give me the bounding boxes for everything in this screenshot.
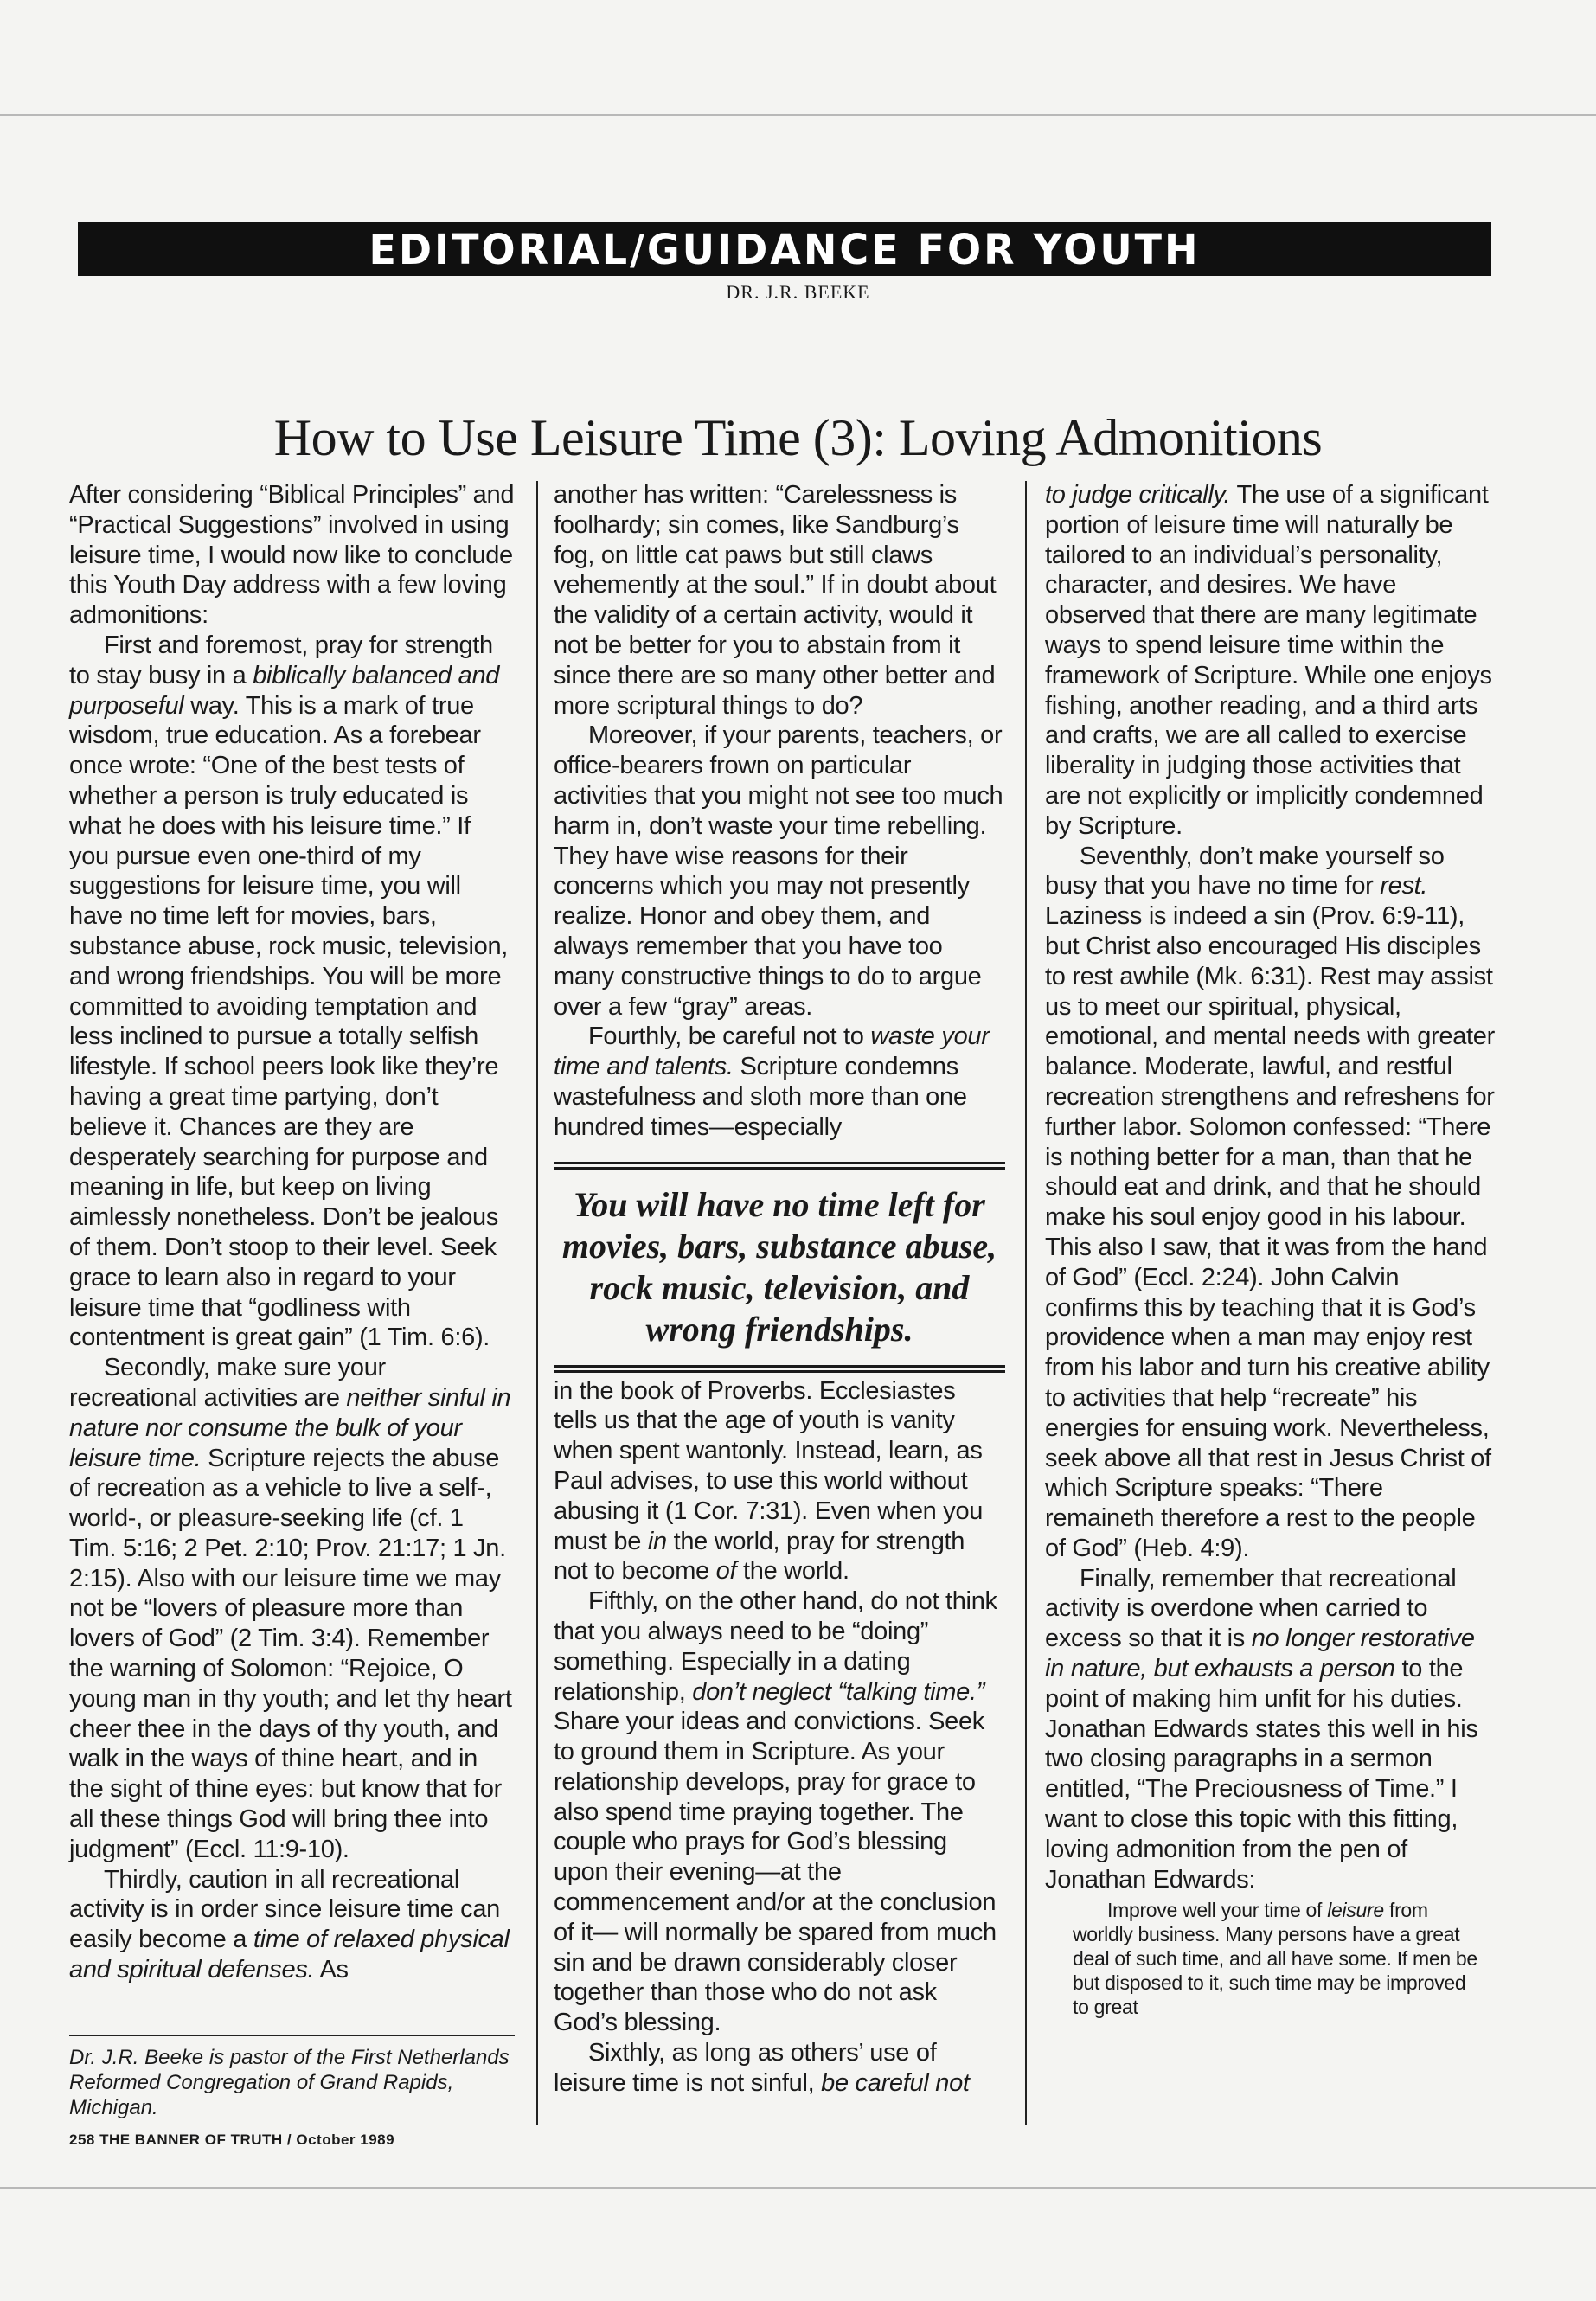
paragraph: First and foremost, pray for strength to stay busy in a biblically balanced and purposeful way. This is a mark of true wisdom, true education. As a forebear once wrote: “One of the best tests of whether a person is truly educated is what he does with his leisure time.” If you pursue even one-third of my suggestions for leisure time, you will have no time left for movies, bars, substance abuse, rock music, television, and wrong friendships. You will be more committed to avoiding temptation and less inclined to pursue a totally selfish lifestyle. If school peers look like they’re having a great time partying, don’t believe it. Chances are they are desperately searching for purpose and meaning in life, but keep on living aimlessly nonetheless. Don’t be jealous of them. Don’t stoop to their level. Seek grace to learn also in regard to your leisure time that “godliness with contentment is great gain” (1 Tim. 6:6). [69, 631, 509, 1352]
column-divider [1025, 481, 1027, 2125]
pull-quote [554, 1159, 1005, 1375]
page-bottom-rule [0, 2187, 1596, 2189]
page-footer: 258 THE BANNER OF TRUTH / October 1989 [69, 2131, 395, 2148]
pull-quote-rule [554, 1162, 1005, 1164]
author-bio: Dr. J.R. Beeke is pastor of the First Netherlands Reformed Congregation of Grand Rapids, Michigan. [69, 2046, 510, 2119]
article-title: How to Use Leisure Time (3): Loving Admonitions [273, 409, 1323, 466]
banner-title: EDITORIAL/GUIDANCE FOR YOUTH [369, 224, 1201, 274]
paragraph: Secondly, make sure your recreational activities are neither sinful in nature nor consume the bulk of your leisure time. Scripture rejects the abuse of recreation as a vehicle to live a self-, world-, or pleasure-seeking life (cf. 1 Tim. 5:16; 2 Pet. 2:10; Prov. 21:17; 1 Jn. 2:15). Also with our leisure time we may not be “lovers of pleasure more than lovers of God” (2 Tim. 3:4). Remember the warning of Solomon: “Rejoice, O young man in thy youth; and let thy heart cheer thee in the days of thy youth, and walk in the ways of thine heart, and in the sight of thine eyes: but know that for all these things God will bring thee into judgment” (Eccl. 11:9-10). [69, 1354, 512, 1863]
column-1 [69, 480, 515, 1985]
paragraph: Finally, remember that recreational activity is overdone when carried to excess so that it is no longer restorative in nature, but exhausts a person to the point of making him unfit for his duties. Jonathan Edwards states this well in his two closing paragraphs in a sermon entitled, “The Preciousness of Time.” I want to close this topic with this fitting, loving admonition from the pen of Jonathan Edwards: [1045, 1564, 1478, 1894]
paragraph: Thirdly, caution in all recreational activity is in order since leisure time can easily become a time of relaxed physical and spiritual defenses. As [69, 1865, 510, 1984]
pull-quote-rule [554, 1365, 1005, 1368]
paragraph: After considering “Biblical Principles” and “Practical Suggestions” involved in using leisure time, I would now like to conclude this Youth Day address with a few loving admonitions: [69, 481, 515, 630]
section-banner [78, 222, 1491, 276]
author-byline: DR. J.R. BEEKE [726, 281, 870, 303]
paragraph: in the book of Proverbs. Ecclesiastes tells us that the age of youth is vanity when spent wantonly. Instead, learn, as Paul advises, to use this world without abusing it (1 Cor. 7:31). Even when you must be in the world, pray for strength not to become of the world. [554, 1376, 984, 1586]
pull-quote-text: You will have no time left for movies, bars, substance abuse, rock music, television, and wrong friendships. [561, 1185, 997, 1349]
paragraph: to judge critically. The use of a significant portion of leisure time will naturally be tailored to an individual’s personality, character, and desires. We have observed that there are many legitimate ways to spend leisure time within the framework of Scripture. While one enjoys fishing, another reading, and a third arts and crafts, we are all called to exercise liberality in judging those activities that are not explicitly or implicitly condemned by Scripture. [1045, 481, 1492, 840]
paragraph: Fourthly, be careful not to waste your time and talents. Scripture condemns wastefulness and sloth more than one hundred times—especially [554, 1022, 990, 1141]
paragraph: another has written: “Carelessness is foolhardy; sin comes, like Sandburg’s fog, on little cat paws but still claws vehemently at the soul.” If in doubt about the validity of a certain activity, would it not be better for you to abstain from it since there are so many other better and more scriptural things to do? [554, 481, 997, 720]
page-top-rule [0, 114, 1596, 116]
paragraph: Sixthly, as long as others’ use of leisure time is not sinful, be careful not [554, 2039, 970, 2097]
column-3 [1045, 480, 1495, 2019]
block-quote: Improve well your time of leisure from worldly business. Many persons have a great deal of such time, and all have some. If men be but disposed to it, such time may be improved to great [1073, 1899, 1477, 2019]
paragraph: Seventhly, don’t make yourself so busy that you have no time for rest. Laziness is indeed a sin (Prov. 6:9-11), but Christ also encouraged His disciples to rest awhile (Mk. 6:31). Rest may assist us to meet our spiritual, physical, emotional, and mental needs with greater balance. Moderate, lawful, and restful recreation strengthens and refreshens for further labor. Solomon confessed: “There is nothing better for a man, than that he should eat and drink, and that he should make his soul enjoy good in his labour. This also I saw, that it was from the hand of God” (Eccl. 2:24). John Calvin confirms this by teaching that it is God’s providence when a man may enjoy rest from his labor and turn his creative ability to activities that help “recreate” his energies for ensuing work. Nevertheless, seek above all that rest in Jesus Christ of which Scripture speaks: “There remaineth therefore a rest to the people of God” (Heb. 4:9). [1045, 842, 1495, 1562]
pull-quote-rule [554, 1167, 1005, 1170]
paragraph: Fifthly, on the other hand, do not think that you always need to be “doing” something. Especially in a dating relationship, don’t neglect “talking time.” Share your ideas and convictions. Seek to ground them in Scripture. As your relationship develops, pray for grace to also spend time praying together. The couple who prays for God’s blessing upon their evening—at the commencement and/or at the conclusion of it— will normally be spared from much sin and be drawn considerably closer together than those who do not ask God’s blessing. [554, 1587, 997, 2037]
paragraph: Moreover, if your parents, teachers, or office-bearers frown on particular activities that you might not see too much harm in, don’t waste your time rebelling. They have wise reasons for their concerns which you may not presently realize. Honor and obey them, and always remember that you have too many constructive things to do to argue over a few “gray” areas. [554, 721, 1003, 1021]
bio-divider [69, 2035, 515, 2036]
column-divider [536, 481, 538, 2125]
pull-quote-rule [554, 1370, 1005, 1373]
